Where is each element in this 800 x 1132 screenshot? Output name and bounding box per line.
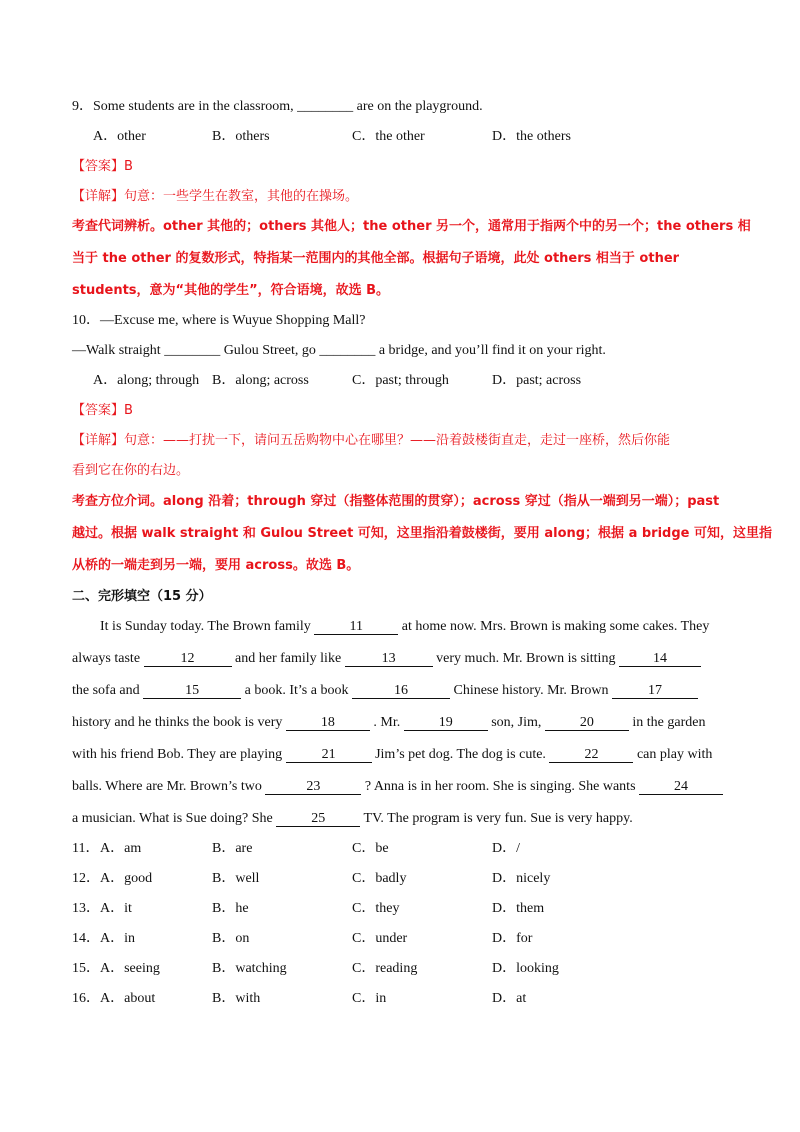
cloze-text: TV. The program is very fun. Sue is very happy. [363, 811, 633, 826]
choice-14-b: B．on [212, 931, 250, 946]
q9-detail-1: 【详解】句意：一些学生在教室，其他的在操场。 [72, 189, 359, 204]
blank-19: 19 [404, 715, 488, 731]
choice-11-number: 11． [72, 841, 100, 856]
q10-answer: 【答案】B [72, 403, 133, 418]
choice-16-d: D．at [492, 991, 527, 1006]
q9-detail-2: 考查代词辨析。other 其他的；others 其他人；the other 另一个，通常用于指两个中的另一个；the others 相 [72, 219, 751, 234]
choice-12-a: A．good [100, 871, 153, 886]
blank-11: 11 [314, 619, 398, 635]
choice-15-number: 15． [72, 961, 100, 976]
cloze-text: very much. Mr. Brown is sitting [436, 651, 619, 666]
cloze-text: history and he thinks the book is very [72, 715, 286, 730]
q10-detail-1: 【详解】句意：——打扰一下，请问五岳购物中心在哪里？——沿着鼓楼街直走，走过一座桥，然后你能 [72, 433, 671, 448]
blank-13: 13 [345, 651, 433, 667]
q9-detail-4: students，意为“其他的学生”，符合语境，故选 B。 [72, 283, 390, 298]
choice-15-a: A．seeing [100, 961, 160, 976]
q9-answer: 【答案】B [72, 159, 133, 174]
choice-14-number: 14． [72, 931, 100, 946]
q10-detail-4: 越过。根据 walk straight 和 Gulou Street 可知，这里指沿着鼓楼街，要用 along；根据 a bridge 可知，这里指 [72, 526, 773, 541]
cloze-text: at home now. Mrs. Brown is making some cakes. They [401, 619, 710, 634]
cloze-text: Jim’s pet dog. The dog is cute. [375, 747, 550, 762]
blank-20: 20 [545, 715, 629, 731]
q10-option-b: B．along; across [212, 373, 309, 388]
cloze-line-2 [72, 650, 762, 668]
choice-16-a: A．about [100, 991, 156, 1006]
q10-option-a: A．along; through [93, 373, 200, 388]
choice-12-b: B．well [212, 871, 260, 886]
q9-option-c: C．the other [352, 129, 425, 144]
choice-15-b: B．watching [212, 961, 287, 976]
choice-12-number: 12． [72, 871, 100, 886]
cloze-text: balls. Where are Mr. Brown’s two [72, 779, 266, 794]
blank-22: 22 [549, 747, 633, 763]
choice-12-d: D．nicely [492, 871, 551, 886]
q10-detail-3: 考查方位介词。along 沿着；through 穿过（指整体范围的贯穿）；across 穿过（指从一端到另一端）；past [72, 494, 720, 509]
cloze-text: son, Jim, [491, 715, 545, 730]
cloze-line-4 [72, 714, 762, 732]
blank-12: 12 [144, 651, 232, 667]
choice-11-a: A．am [100, 841, 142, 856]
blank-17: 17 [612, 683, 698, 699]
q9-option-d: D．the others [492, 129, 571, 144]
cloze-text: can play with [636, 747, 713, 762]
choice-11-b: B．are [212, 841, 253, 856]
blank-25: 25 [276, 811, 360, 827]
q10-stem-1: 10．—Excuse me, where is Wuyue Shopping Mall? [72, 313, 366, 328]
choice-13-c: C．they [352, 901, 400, 916]
cloze-line-6 [72, 778, 762, 796]
cloze-text: in the garden [632, 715, 706, 730]
cloze-line-1 [72, 618, 762, 636]
choice-14-c: C．under [352, 931, 408, 946]
cloze-text: . Mr. [373, 715, 404, 730]
choice-13-number: 13． [72, 901, 100, 916]
choice-15-d: D．looking [492, 961, 559, 976]
cloze-text: the sofa and [72, 683, 144, 698]
choice-15-c: C．reading [352, 961, 418, 976]
cloze-text: always taste [72, 651, 144, 666]
blank-15: 15 [143, 683, 241, 699]
cloze-text: ? Anna is in her room. She is singing. She wants [364, 779, 640, 794]
choice-16-b: B．with [212, 991, 261, 1006]
q10-detail-2: 看到它在你的右边。 [72, 463, 190, 478]
q10-stem-2: —Walk straight ________ Gulou Street, go ________ a bridge, and you’ll find it on your right. [72, 343, 606, 358]
blank-24: 24 [639, 779, 723, 795]
cloze-text: Chinese history. Mr. Brown [453, 683, 613, 698]
cloze-line-7 [72, 810, 762, 828]
q9-detail-3: 当于 the other 的复数形式，特指某一范围内的其他全部。根据句子语境，此处 others 相当于 other [72, 251, 680, 266]
blank-23: 23 [265, 779, 361, 795]
cloze-text: and her family like [235, 651, 345, 666]
section-heading: 二、完形填空（15 分） [72, 589, 212, 604]
choice-11-c: C．be [352, 841, 389, 856]
blank-14: 14 [619, 651, 701, 667]
q10-option-c: C．past; through [352, 373, 449, 388]
choice-14-a: A．in [100, 931, 135, 946]
choice-13-b: B．he [212, 901, 249, 916]
blank-16: 16 [352, 683, 450, 699]
choice-12-c: C．badly [352, 871, 407, 886]
cloze-line-5 [72, 746, 762, 764]
q9-stem: 9．Some students are in the classroom, ________ are on the playground. [72, 99, 483, 114]
cloze-text: a musician. What is Sue doing? She [72, 811, 277, 826]
choice-16-number: 16． [72, 991, 100, 1006]
choice-14-d: D．for [492, 931, 533, 946]
cloze-text: a book. It’s a book [244, 683, 352, 698]
blank-21: 21 [286, 747, 372, 763]
cloze-text: It is Sunday today. The Brown family [100, 619, 315, 634]
choice-13-d: D．them [492, 901, 545, 916]
cloze-text: with his friend Bob. They are playing [72, 747, 286, 762]
q9-option-b: B．others [212, 129, 270, 144]
choice-13-a: A．it [100, 901, 132, 916]
choice-16-c: C．in [352, 991, 387, 1006]
q10-detail-5: 从桥的一端走到另一端，要用 across。故选 B。 [72, 558, 360, 573]
q10-option-d: D．past; across [492, 373, 582, 388]
cloze-line-3 [72, 682, 762, 700]
blank-18: 18 [286, 715, 370, 731]
q9-option-a: A．other [93, 129, 146, 144]
choice-11-d: D．/ [492, 841, 520, 856]
